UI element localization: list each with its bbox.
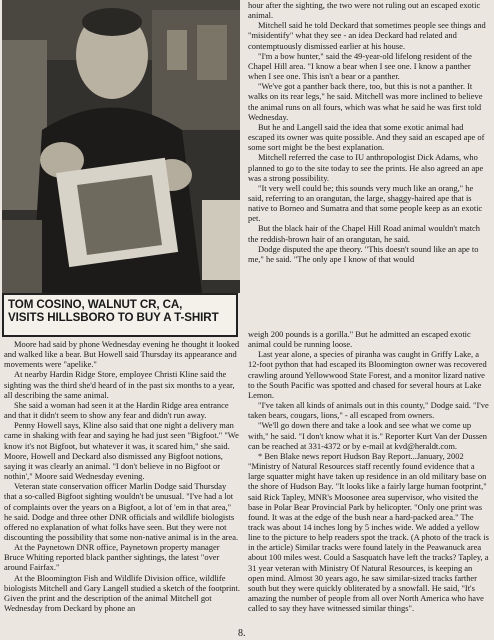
- photo-man-with-tshirt: [2, 0, 240, 293]
- paragraph: At nearby Hardin Ridge Store, employee Christi Kline said the sighting was the third she'd heard of in the past six months to a year, all describing the same animal.: [4, 369, 235, 400]
- paragraph: "I've taken all kinds of animals out in this county," Dodge said. "I've taken bears, cougars, lions," - all escaped from owners.: [248, 400, 489, 421]
- paragraph: hour after the sighting, the two were not ruling out an escaped exotic animal.: [248, 0, 481, 21]
- left-column: [4, 339, 240, 613]
- paragraph: At the Bloomington Fish and Wildlife Division office, wildlife biologists Mitchell and Gary Langell studied a sketch of the footprint. Given the print and the description of the animal Mitchell got Wednesday from Deckard by phone an: [4, 572, 240, 614]
- paragraph: But the black hair of the Chapel Hill Road animal wouldn't match the reddish-brown hair of an orangutan, he said.: [248, 223, 481, 244]
- paragraph: But he and Langell said the idea that some exotic animal had escaped its owner was quite possible. And they said an escaped ape of some sort might be the best explanation.: [248, 121, 485, 153]
- paragraph: Moore had said by phone Wednesday evening he thought it looked and walked like a bear. But Howell said Thursday its appearance and movements were "apelike.": [4, 339, 240, 370]
- caption-line-1: TOM COSINO, WALNUT CR, CA,: [8, 298, 183, 311]
- paragraph: "We'll go down there and take a look and see what we come up with," he said. "I don't know what it is." Reporter Kurt Van der Dussen can be reached at 331-4372 or by e-mail at kvd@heraldt.com.: [248, 420, 488, 451]
- paragraph: Dodge disputed the ape theory. "This doesn't sound like an ape to me," he said. "The only ape I know of that would: [248, 243, 479, 264]
- paragraph: Penny Howell says, Kline also said that one night a delivery man came in shaking with fear and saying he had just seen "Bigfoot." "We know it's not Bigfoot, but whatever it was, it scared him," she said. Moore, Howell and Deckard also dismissed any Bigfoot notions, saying it was clearly an animal. "I don't believe in no Bigfoot or nothin'," Moore said Wednesday evening.: [4, 420, 239, 482]
- paragraph: She said a woman had seen it at the Hardin Ridge area entrance and that it didn't seem to show any fear and didn't run away.: [4, 399, 229, 421]
- paragraph: "It very well could be; this sounds very much like an orang," he said, referring to an orangutan, the large, shaggy-haired ape that is native to Borneo and Sumatra and that some people keep as an exotic pet.: [248, 182, 483, 224]
- paragraph: "I'm a bow hunter," said the 49-year-old lifelong resident of the Chapel Hill area. "I know a bear when I see one. I know a panther when I see one. This isn't a bear or a panther.: [248, 50, 472, 82]
- photo-caption: [2, 293, 238, 337]
- caption-line-2: VISITS HILLSBORO TO BUY A T-SHIRT: [8, 311, 219, 324]
- paragraph: Mitchell referred the case to IU anthropologist Dick Adams, who planned to go to the site today to see the prints. He also agreed an ape was a strong possibility.: [248, 152, 484, 183]
- paragraph: Last year alone, a species of piranha was caught in Griffy Lake, a 12-foot python that had escaped its Bloomington owner was recovered crawling around Yellowwood State Forest, and a monitor lizard native to the South Pacific was spotted and chased for several hours at Lake Lemon.: [248, 349, 487, 400]
- paragraph: Veteran state conservation officer Marlin Dodge said Thursday that a so-called Bigfoot sighting wouldn't be unusual. "I've had a lot of complaints over the years on a Bigfoot, a lot of 'em in that area," he said. Dodge and three other DNR officials and wildlife biologists offered no explanation of what folks have seen. But they were not discounting the possibility that some non-native animal is in the area.: [4, 481, 239, 542]
- paragraph: "We've got a panther back there, too, but this is not a panther. It walks on its rear legs," he said. Mitchell was more inclined to believe the animal runs on all fours, which was what he said he was first told Wednesday.: [248, 81, 483, 122]
- right-column-top: [248, 0, 490, 264]
- paragraph: Mitchell said he told Deckard that sometimes people see things and "misidentify" what they see - an idea Deckard had related and contemptuously dismissed earlier at his house.: [248, 20, 486, 51]
- page-number: 8.: [238, 628, 246, 639]
- paragraph: weigh 200 pounds is a gorilla." But he admitted an escaped exotic animal could be running loose.: [248, 329, 471, 350]
- paragraph: At the Paynetown DNR office, Paynetown property manager Bruce Whiting reported black panther sightings, the latest "over around Fairfax.": [4, 542, 220, 573]
- right-column-bottom: [248, 329, 490, 613]
- paragraph: * Ben Blake news report Hudson Bay Report...January, 2002 "Ministry of Natural Resources staff recently found evidence that a large squatter might have taken up residence in an old military base on the shore of Hudson Bay. "It looks like a fairly large human footprint," said Rick Tapley, MNR's Moosonee area supervisor, who visited the base in Polar Bear Provincial Park by helicopter. "Only one print was found. It was at the edge of the bush near a hard-packed area." The track was about 14 inches long by 5 inches wide. We added a yellow line to the picture to help readers spot the track. (A photo of the track is in the article) Similar tracks were found lately in the Peawanuck area about 100 miles west. Could a Sasquatch have left the tracks? Tapley, a 31 year veteran with Ministry Of Natural Resources, is keeping an open mind. Almost 30 years ago, he saw similar-sized tracks farther south but they were quickly obliterated by a snowfall. He said, "It's amazing the number of people from all over North America who have called to say they have witnessed similar things".: [248, 450, 489, 614]
